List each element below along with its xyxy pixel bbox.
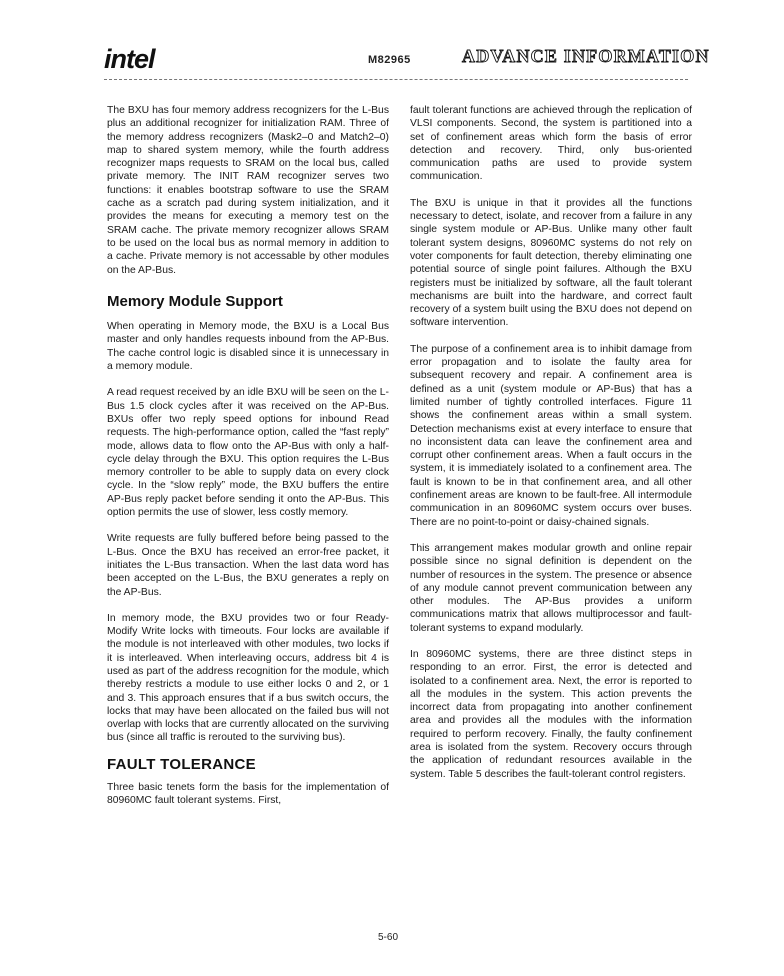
paragraph-write-requests: Write requests are fully buffered before being passed to the L-Bus. Once the BXU has received an error-free packet, it initiates the L-Bus transaction. When the last data word has been accepted on the L-Bus, the BXU generates a reply on the AP-Bus. — [107, 533, 389, 598]
paragraph-address-recognizers: The BXU has four memory address recognizers for the L-Bus plus an additional recognizer for initialization RAM. Three of the memory address recognizers (Mask2–0 and Match2–0) map to shared system memory, while the fourth address recognizer maps requests to SRAM on the local bus, called private memory. The INIT RAM recognizer serves two functions: it enables bootstrap software to use the SRAM cache as a scratch pad during system initialization, and it provides the means for executing a memory test on the SRAM cache. The private memory recognizer allows SRAM to be used on the local bus as normal memory in addition to a cache. Private memory is not accessable by other modules on the AP-Bus. — [107, 105, 389, 276]
paragraph-modular-growth: This arrangement makes modular growth and online repair possible since no signal definition is dependent on the number of resources in the system. The presence or absence of any module cannot prevent communication between any other modules. The AP-Bus provides a uniform communications matrix that allows multiprocessor and fault-tolerant systems to expand modularly. — [410, 542, 692, 634]
header-rule — [104, 79, 688, 81]
intel-logo: intel — [104, 44, 155, 74]
paragraph-replication: fault tolerant functions are achieved through the replication of VLSI components. Second, the system is partitioned into a set of confinement areas which form the basis of error detection and recovery. Third, only bus-oriented communication paths are used to provide system communication. — [410, 105, 692, 183]
heading-memory-module-support: Memory Module Support — [107, 292, 283, 310]
advance-information-banner: ADVANCE INFORMATION — [462, 46, 710, 66]
paragraph-locks: In memory mode, the BXU provides two or four Ready-Modify Write locks with timeouts. Four locks are available if the module is not interleaved with other modules, two locks if it is interleaved. When interleaving occurs, address bit 4 is used as part of the address recognition for the module, which thereby restricts a module to use either locks 0 and 2, or 1 and 3. This approach ensures that if a bus switch occurs, the locks that may have been allocated on the failed bus will not overlap with locks that are currently allocated on the surviving bus (since all traffic is rerouted to the surviving bus). — [107, 612, 389, 744]
left-column — [107, 104, 389, 821]
paragraph-bxu-unique: The BXU is unique in that it provides all the functions necessary to detect, isolate, and recover from a failure in any single system module or AP-Bus. Unlike many other fault tolerant system designs, 80960MC systems do not rely on voter components for fault detection, thereby eliminating one potential source of single point failures. Although the BXU registers must be initialized by software, all the fault tolerant mechanisms are built into the hardware, and correct fault recovery of a system built using the BXU does not depend on software intervention. — [410, 197, 692, 329]
paragraph-basic-tenets: Three basic tenets form the basis for the implementation of 80960MC fault tolerant systems. First, — [107, 782, 389, 807]
paragraph-confinement-area: The purpose of a confinement area is to inhibit damage from error propagation and to isolate the faulty area for subsequent recovery and repair. A confinement area is defined as a unit (system module or AP-Bus) that has a limited number of tightly controlled interfaces. Figure 11 shows the confinement areas within a small system. Detection mechanisms exist at every interface to ensure that no inconsistent data can leave the confinement area and corrupt other confinement areas. When a fault occurs in the system, it is immediately isolated to a confinement area. The fault is known to be in that confinement area, and all other confinement areas are known to be fault-free. All intermodule communication in an 80960MC system occurs over buses. There are no point-to-point or daisy-chained signals. — [410, 343, 692, 528]
page-number: 5-60 — [378, 932, 399, 943]
document-number: M82965 — [368, 54, 411, 66]
right-column — [410, 104, 692, 794]
paragraph-error-steps: In 80960MC systems, there are three distinct steps in responding to an error. First, the error is detected and isolated to a confinement area. Next, the error is reported to all the modules in the system. This action prevents the incorrect data from propagating into another confinement area and provides all the modules with the information required to perform recovery. Finally, the faulty confinement area is isolated from the system. Recovery occurs through the application of redundant resources available in the system. Table 5 describes the fault-tolerant control registers. — [410, 648, 692, 780]
heading-fault-tolerance: FAULT TOLERANCE — [107, 755, 256, 773]
paragraph-memory-mode: When operating in Memory mode, the BXU is a Local Bus master and only handles requests inbound from the AP-Bus. The cache control logic is disabled since it is unnecessary in a memory module. — [107, 321, 389, 373]
paragraph-read-request: A read request received by an idle BXU will be seen on the L-Bus 1.5 clock cycles after it was received on the AP-Bus. BXUs offer two reply speed options for inbound Read requests. The high-performance option, called the “fast reply” mode, allows data to flow onto the AP-Bus with only a half-cycle delay through the BXU. This option requires the L-Bus memory controller to be able to supply data on every clock cycle. In the “slow reply” mode, the BXU buffers the entire AP-Bus reply packet before sending it onto the AP-Bus. This option permits the use of slower, less costly memory. — [107, 387, 389, 519]
